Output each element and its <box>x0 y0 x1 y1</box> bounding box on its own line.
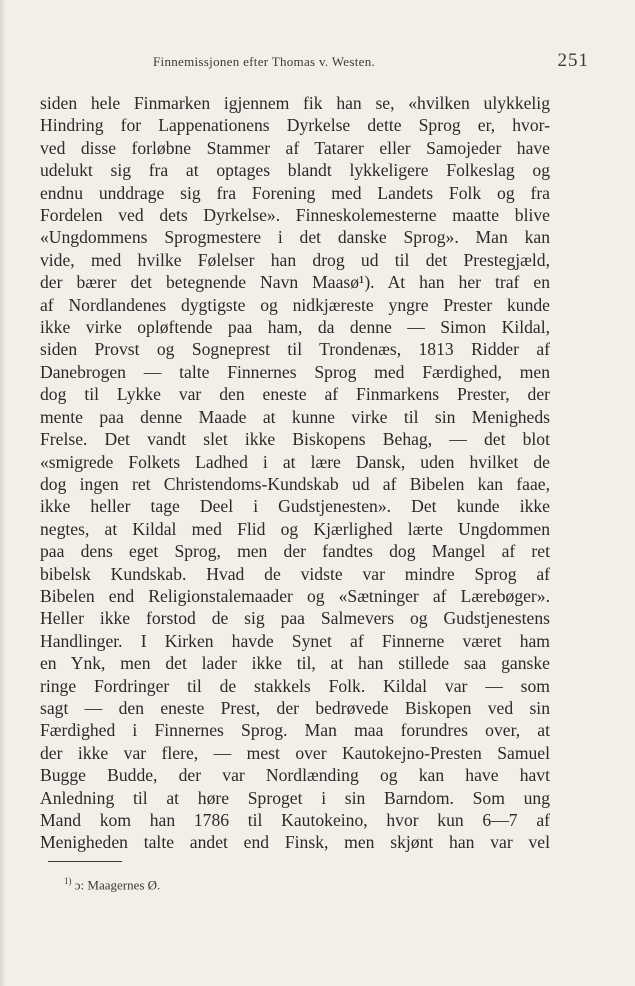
text-line: ikke virke opløftende paa ham, da denne — Simon Kildal, <box>40 317 550 338</box>
text-line: af Nordlandenes dygtigste og nidkjæreste yngre Prester kunde <box>40 294 550 315</box>
text-line: ringe Fordringer til de stakkels Folk. Kildal var — som <box>40 675 550 696</box>
text-line: paa dens eget Sprog, men der fandtes dog Mangel af ret <box>40 541 550 562</box>
footnote-text: ɔ: Maagernes Ø. <box>74 877 161 893</box>
text-line: «smigrede Folkets Ladhed i at lære Dansk, uden hvilket de <box>40 451 550 472</box>
text-line: negtes, at Kildal med Flid og Kjærlighed lærte Ungdommen <box>40 518 550 539</box>
text-line: endnu unddrage sig fra Forening med Landets Folk og fra <box>40 182 550 203</box>
text-line: sagt — den eneste Prest, der bedrøvede Biskopen ved sin <box>40 697 550 718</box>
text-line: Frelse. Det vandt slet ikke Biskopens Behag, — det blot <box>40 429 550 450</box>
footnote-marker: 1) <box>64 876 72 886</box>
text-line: siden hele Finmarken igjennem fik han se, «hvilken ulykkelig <box>40 93 550 113</box>
text-line: Anledning til at høre Sproget i sin Barndom. Som ung <box>40 787 550 808</box>
running-title: Finnemissjonen efter Thomas v. Westen. <box>153 54 376 69</box>
text-line: Fordelen ved dets Dyrkelse». Finneskolemesterne maatte blive <box>40 205 550 226</box>
text-line: Menigheden talte andet end Finsk, men skjønt han var vel <box>40 832 550 853</box>
text-line: der bærer det betegnende Navn Maasø¹). At han her traf en <box>40 272 550 293</box>
page-number: 251 <box>557 50 589 71</box>
text-line: mente paa denne Maade at kunne virke til sin Menigheds <box>40 406 550 427</box>
text-line: Færdighed i Finnernes Sprog. Man maa forundres over, at <box>40 720 550 741</box>
text-line: bibelsk Kundskab. Hvad de vidste var mindre Sprog af <box>40 563 550 584</box>
text-line: Handlinger. I Kirken havde Synet af Finnerne været ham <box>40 630 550 651</box>
text-line: Bugge Budde, der var Nordlænding og kan have havt <box>40 765 550 786</box>
text-line: Bibelen end Religionstalemaader og «Sætninger af Lærebøger». <box>40 585 550 606</box>
text-line: dog til Lykke var den eneste af Finmarkens Prester, der <box>40 384 550 405</box>
text-line: Mand kom han 1786 til Kautokeino, hvor kun 6—7 af <box>40 810 550 830</box>
text-line: siden Provst og Sogneprest til Trondenæs, 1813 Ridder af <box>40 339 550 360</box>
page-edge-shadow <box>0 0 6 986</box>
body-text <box>40 92 550 854</box>
footnote-rule <box>48 861 122 862</box>
text-line: Hindring for Lappenationens Dyrkelse dette Sprog er, hvor- <box>40 115 550 136</box>
text-line: udelukt sig fra at optages blandt lykkeligere Folkeslag og <box>40 160 550 181</box>
text-line: Heller ikke forstod de sig paa Salmevers og Gudstjenestens <box>40 608 550 629</box>
text-line: en Ynk, men det lader ikke til, at han stillede saa ganske <box>40 653 550 674</box>
text-line: dog ingen ret Christendoms-Kundskab ud af Bibelen kan faae, <box>40 473 550 494</box>
text-line: der ikke var flere, — mest over Kautokejno-Presten Samuel <box>40 742 550 763</box>
text-line: Danebrogen — talte Finnernes Sprog med Færdighed, men <box>40 361 550 382</box>
text-line: ikke heller tage Deel i Gudstjenesten». Det kunde ikke <box>40 496 550 517</box>
running-header <box>40 50 595 74</box>
text-line: vide, med hvilke Følelser han drog ud til det Prestegjæld, <box>40 249 550 270</box>
text-line: ved disse forløbne Stammer af Tatarer eller Samojeder have <box>40 137 550 158</box>
text-line: «Ungdommens Sprogmestere i det danske Sprog». Man kan <box>40 227 550 248</box>
footnote <box>64 876 160 893</box>
